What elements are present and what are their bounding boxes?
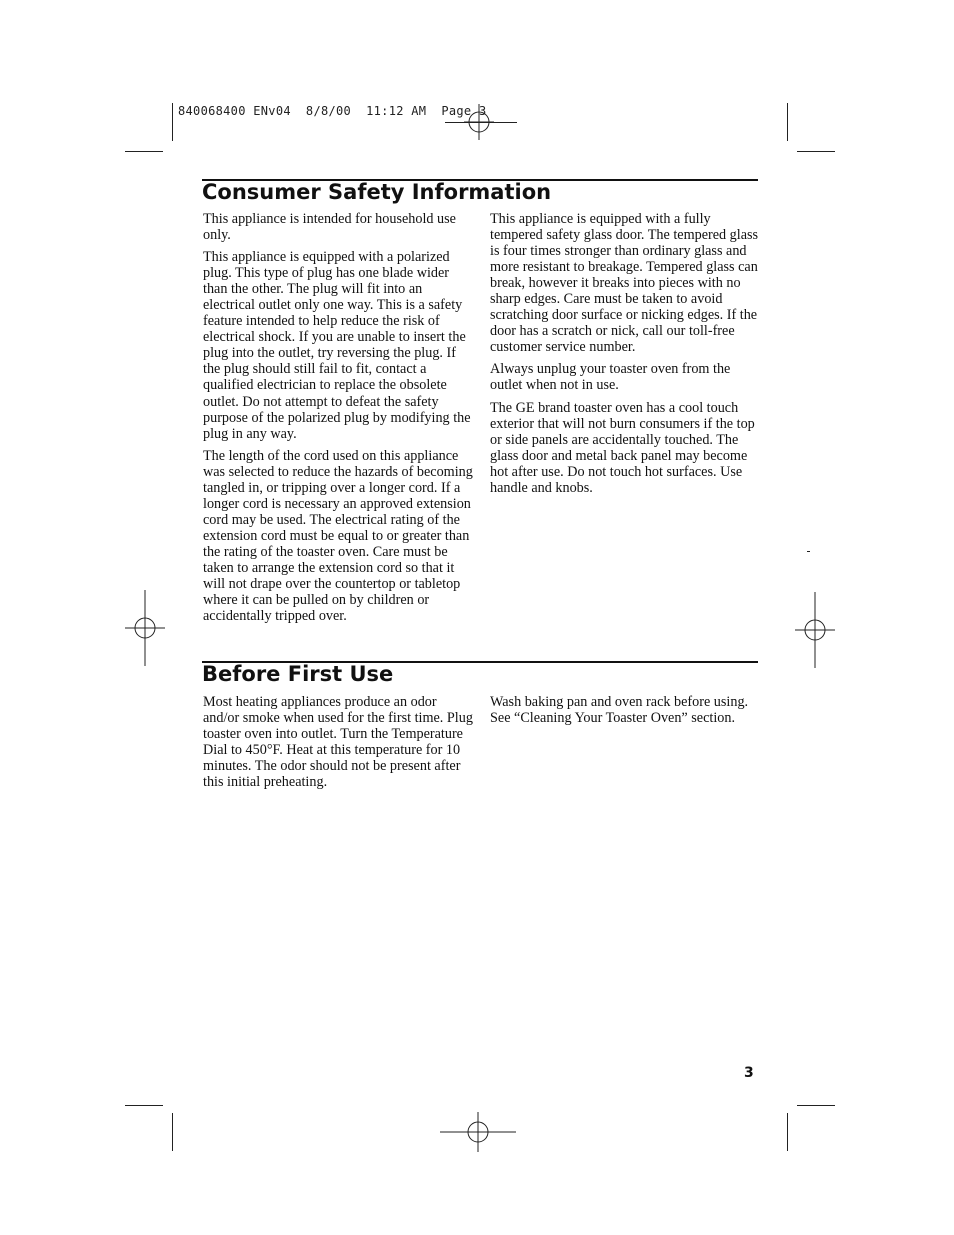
- crop-mark-bottom-right-v: [787, 1113, 788, 1151]
- stray-dot: [807, 551, 810, 552]
- registration-mark-right-icon: [795, 592, 835, 668]
- consumer-safety-right-column: [490, 211, 762, 502]
- paragraph: Always unplug your toaster oven from the outlet when not in use.: [490, 361, 731, 394]
- registration-mark-left-icon: [125, 590, 165, 666]
- crop-mark-top-left-v: [172, 103, 173, 141]
- registration-mark-top-icon: [462, 100, 496, 142]
- crop-mark-top-right-v: [787, 103, 788, 141]
- page-number: 3: [744, 1065, 754, 1081]
- paragraph: This appliance is intended for household use only.: [203, 211, 456, 244]
- crop-mark-bottom-left-h: [125, 1105, 163, 1106]
- paragraph: Most heating appliances produce an odor and/or smoke when used for the first time. Plug toaster oven into outlet. Turn the Temperature Dial to 450°F. Heat at this temperature for 10 minutes. The odor should not be present after this initial preheating.: [203, 694, 473, 791]
- paragraph: The length of the cord used on this appliance was selected to reduce the hazards of becoming tangled in, or tripping over a longer cord. If a longer cord is necessary an approved extension cord may be used. The electrical rating of the extension cord must be equal to or greater than the rating of the toaster oven. Care must be taken to arrange the extension cord so that it will not drape over the countertop or tabletop where it can be pulled on by children or accidentally tripped over.: [203, 447, 473, 625]
- crop-mark-top-left-h: [125, 151, 163, 152]
- crop-mark-bottom-right-h: [797, 1105, 835, 1106]
- crop-mark-top-right-h: [797, 151, 835, 152]
- before-first-use-right-column: [490, 694, 762, 732]
- registration-mark-bottom-icon: [440, 1112, 516, 1152]
- paragraph: This appliance is equipped with a fully tempered safety glass door. The tempered glass is four times stronger than ordinary glass and more resistant to breakage. Tempered glass can break, however it breaks into pieces with no sharp edges. Care must be taken to avoid scratching door surface or nicking edges. If the door has a scratch or nick, call our toll-free customer service number.: [490, 211, 759, 356]
- paragraph: Wash baking pan and oven rack before using. See “Cleaning Your Toaster Oven” section.: [490, 694, 749, 727]
- crop-mark-bottom-left-v: [172, 1113, 173, 1151]
- before-first-use-left-column: [203, 694, 475, 796]
- consumer-safety-left-column: [203, 211, 475, 630]
- paragraph: This appliance is equipped with a polarized plug. This type of plug has one blade wider than the other. The plug will fit into an electrical outlet only one way. This is a safety feature intended to help reduce the risk of electrical shock. If you are unable to insert the plug into the outlet, try reversing the plug. If the plug should still fail to fit, contact a qualified electrician to replace the obsolete outlet. Do not attempt to defeat the safety purpose of the polarized plug by modifying the plug in any way.: [203, 249, 471, 442]
- section-title-consumer-safety: Consumer Safety Information: [202, 180, 552, 204]
- paragraph: The GE brand toaster oven has a cool touch exterior that will not burn consumers if the top or side panels are accidentally touched. The glass door and metal back panel may become hot after use. Do not touch hot surfaces. Use handle and knobs.: [490, 399, 755, 496]
- section-title-before-first-use: Before First Use: [202, 662, 394, 686]
- printer-slug: 840068400 ENv04 8/8/00 11:12 AM Page 3: [178, 104, 487, 118]
